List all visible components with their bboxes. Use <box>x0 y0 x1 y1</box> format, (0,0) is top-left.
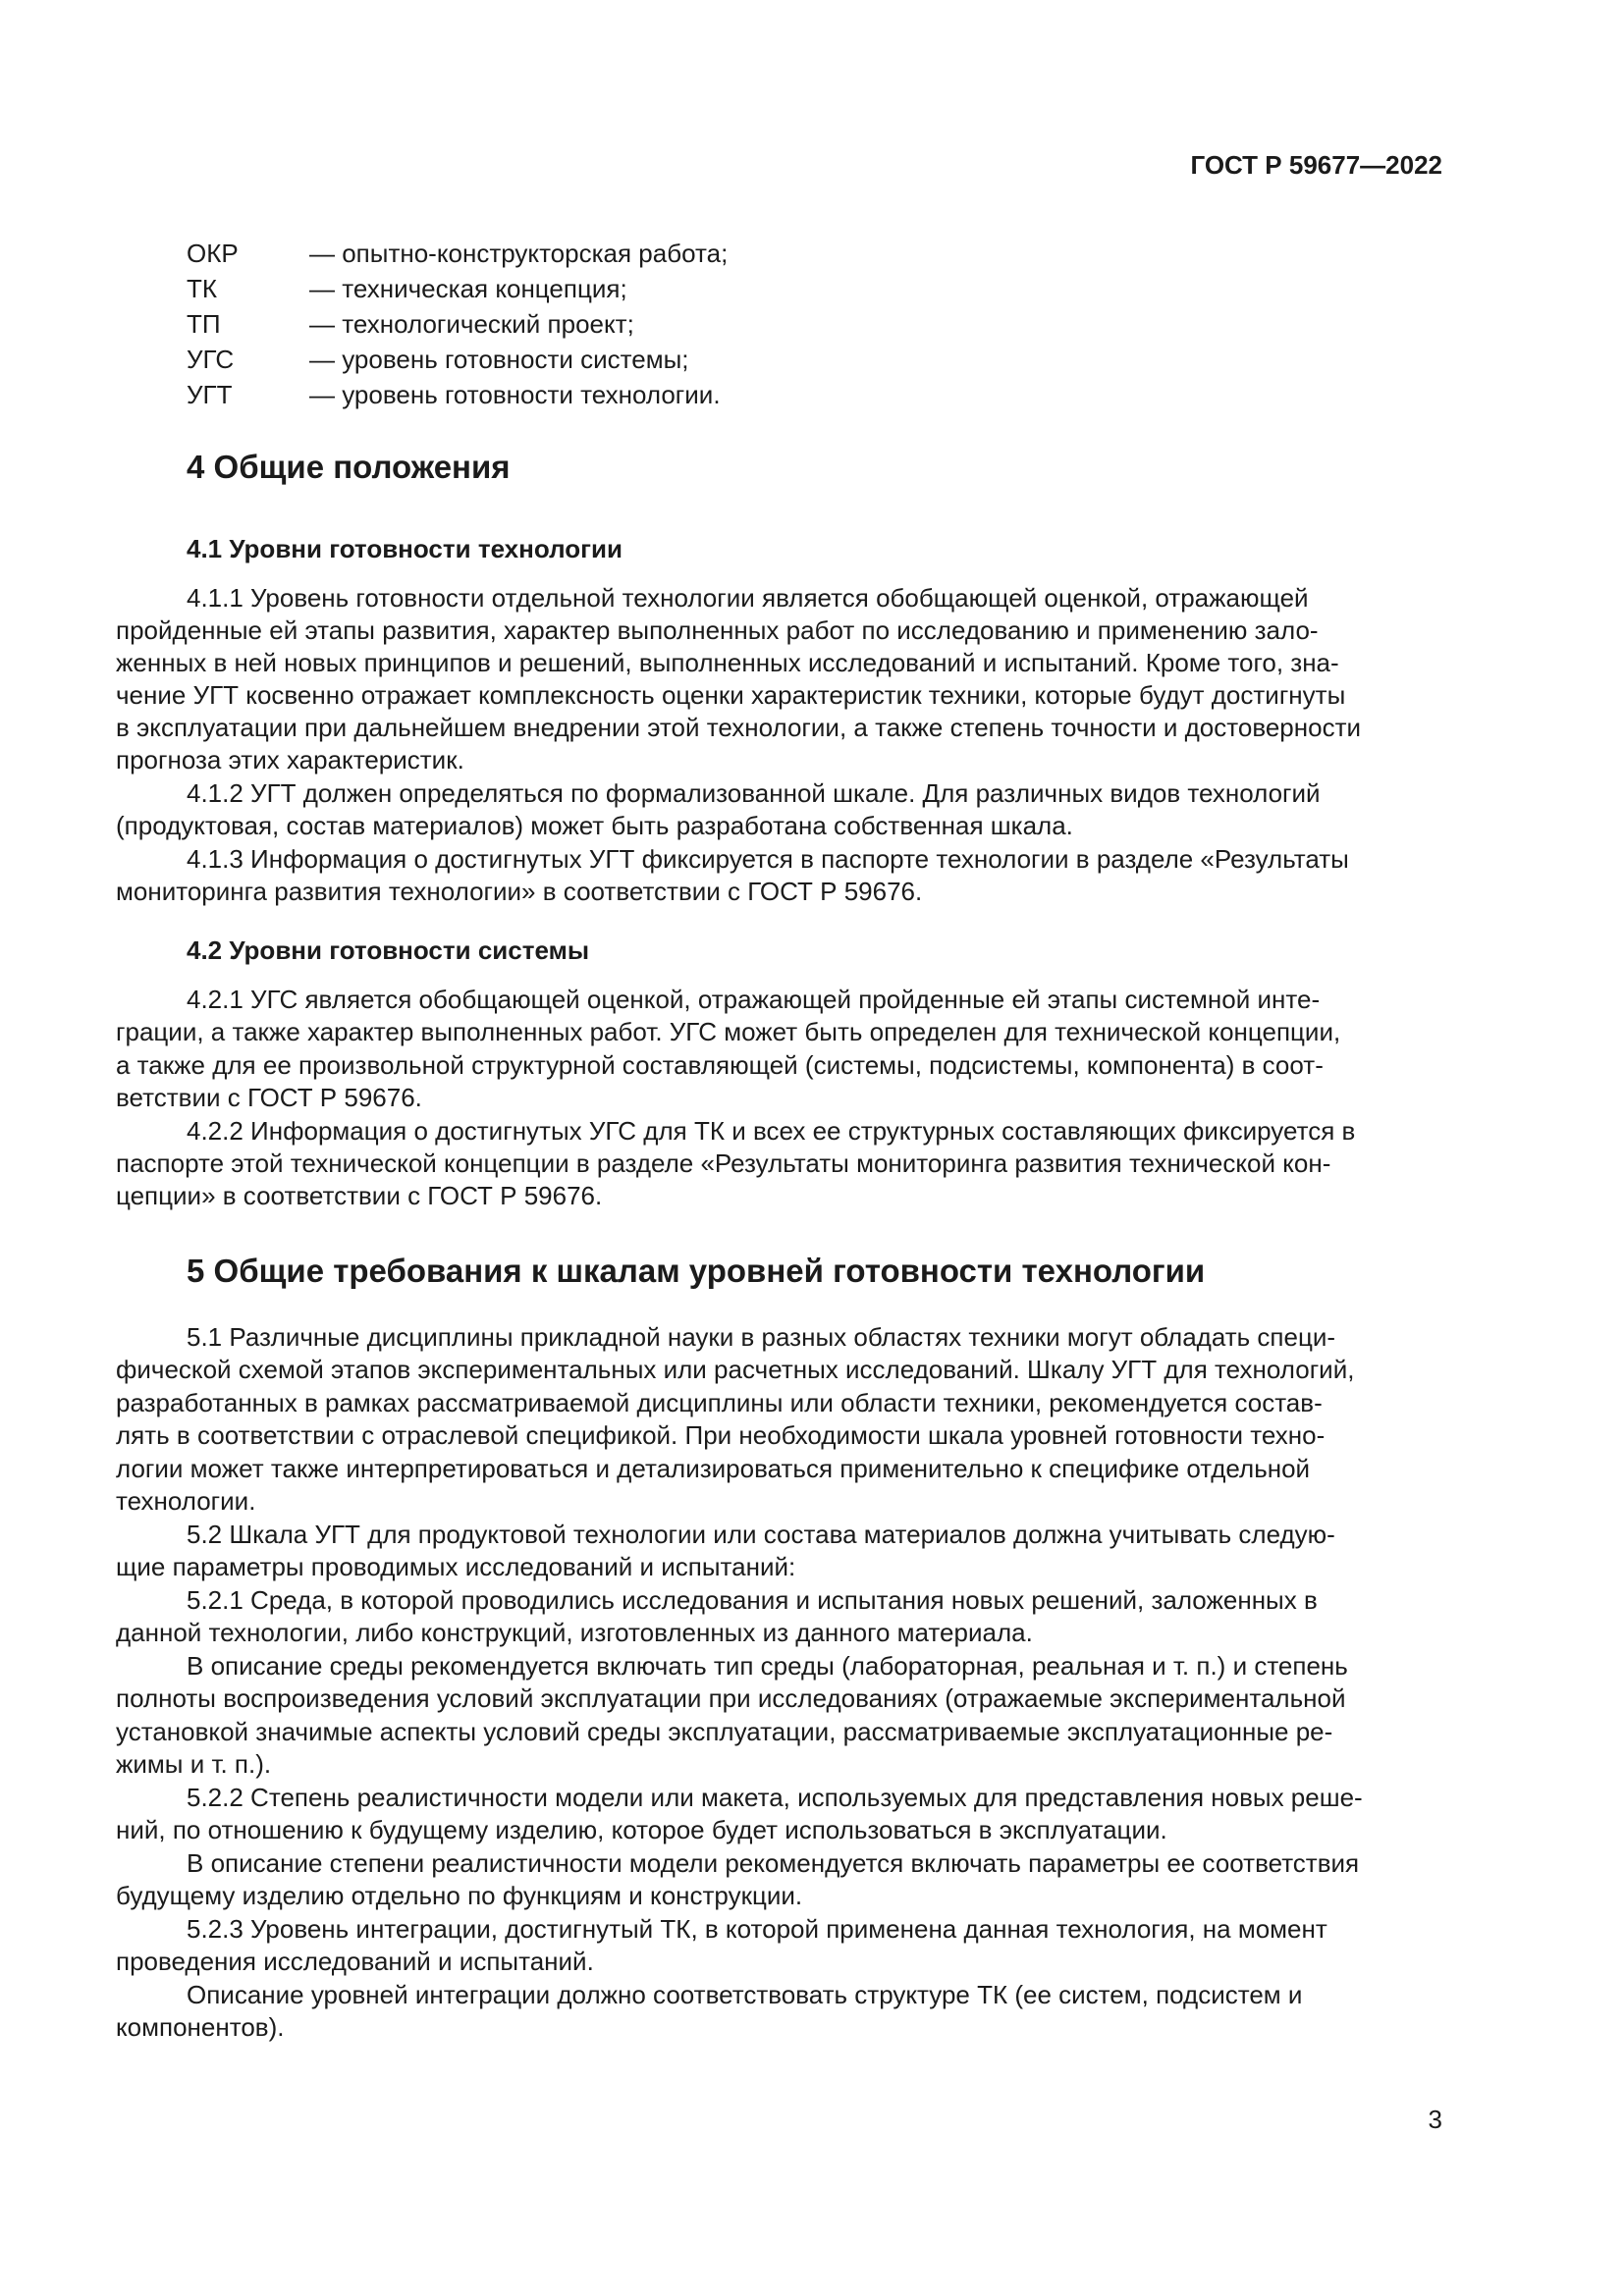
paragraph-line: В описание среды рекомендуется включать тип среды (лабораторная, реальная и т. п.) и степень <box>187 1651 1348 1681</box>
paragraph-line: в эксплуатации при дальнейшем внедрении этой технологии, а также степень точности и достоверности <box>116 713 1362 742</box>
paragraph-line: В описание степени реалистичности модели рекомендуется включать параметры ее соответствия <box>187 1848 1360 1878</box>
paragraph-line: а также для ее произвольной структурной составляющей (системы, подсистемы, компонента) в соот- <box>116 1050 1324 1080</box>
paragraph-line: технологии. <box>116 1486 256 1516</box>
paragraph-line: щие параметры проводимых исследований и испытаний: <box>116 1552 796 1581</box>
document-code: ГОСТ Р 59677—2022 <box>1190 150 1442 180</box>
paragraph-line: (продуктовая, состав материалов) может быть разработана собственная шкала. <box>116 811 1073 840</box>
paragraph-line: логии может также интерпретироваться и детализироваться применительно к специфике отдельной <box>116 1454 1311 1483</box>
paragraph-line: 5.2 Шкала УГТ для продуктовой технологии или состава материалов должна учитывать следую- <box>187 1520 1335 1549</box>
abbreviation-row <box>187 307 874 341</box>
abbreviation-definition: — опытно-конструкторская работа; <box>309 239 729 268</box>
abbreviation-term: УГТ <box>187 380 233 409</box>
paragraph-line: жимы и т. п.). <box>116 1749 272 1779</box>
paragraph-line: 5.2.1 Среда, в которой проводились исследования и испытания новых решений, заложенных в <box>187 1585 1318 1615</box>
abbreviation-definition: — уровень готовности технологии. <box>309 380 721 409</box>
paragraph-line: прогноза этих характеристик. <box>116 745 464 774</box>
abbreviation-row <box>187 343 874 376</box>
paragraph-line: 4.2.1 УГС является обобщающей оценкой, отражающей пройденные ей этапы системной инте- <box>187 985 1321 1014</box>
paragraph-line: 4.1.2 УГТ должен определяться по формализованной шкале. Для различных видов технологий <box>187 778 1321 808</box>
abbreviation-definition: — технологический проект; <box>309 309 634 339</box>
abbreviation-row <box>187 378 874 411</box>
section-heading: 5 Общие требования к шкалам уровней готовности технологии <box>187 1253 1206 1289</box>
subsection-heading: 4.2 Уровни готовности системы <box>187 935 590 965</box>
paragraph-line: проведения исследований и испытаний. <box>116 1947 594 1976</box>
paragraph-line: пройденные ей этапы развития, характер выполненных работ по исследованию и применению зало- <box>116 615 1319 645</box>
paragraph-line: женных в ней новых принципов и решений, выполненных исследований и испытаний. Кроме того, зна- <box>116 648 1339 677</box>
paragraph-line: паспорте этой технической концепции в разделе «Результаты мониторинга развития технической кон- <box>116 1148 1331 1178</box>
paragraph-line: мониторинга развития технологии» в соответствии с ГОСТ Р 59676. <box>116 877 923 906</box>
paragraph-line: лять в соответствии с отраслевой спецификой. При необходимости шкала уровней готовности техно- <box>116 1420 1326 1450</box>
abbreviation-row <box>187 237 874 270</box>
paragraph-line: 5.1 Различные дисциплины прикладной науки в разных областях техники могут обладать специ- <box>187 1322 1336 1352</box>
paragraph-line: ний, по отношению к будущему изделию, которое будет использоваться в эксплуатации. <box>116 1815 1167 1844</box>
paragraph-line: чение УГТ косвенно отражает комплексность оценки характеристик техники, которые будут достигнуты <box>116 680 1346 710</box>
paragraph-line: 5.2.2 Степень реалистичности модели или макета, используемых для представления новых реше- <box>187 1783 1363 1812</box>
abbreviation-term: УГС <box>187 345 235 374</box>
abbreviation-term: ОКР <box>187 239 239 268</box>
paragraph-line: 4.2.2 Информация о достигнутых УГС для ТК и всех ее структурных составляющих фиксируется в <box>187 1116 1356 1146</box>
abbreviation-row <box>187 272 874 305</box>
paragraph-line: грации, а также характер выполненных работ. УГС может быть определен для технической концепции, <box>116 1017 1341 1046</box>
paragraph-line: разработанных в рамках рассматриваемой дисциплины или области техники, рекомендуется состав- <box>116 1388 1323 1417</box>
page-number: 3 <box>1428 2105 1442 2134</box>
paragraph-line: будущему изделию отдельно по функциям и конструкции. <box>116 1881 803 1910</box>
paragraph-line: цепции» в соответствии с ГОСТ Р 59676. <box>116 1181 603 1210</box>
section-heading: 4 Общие положения <box>187 449 511 485</box>
paragraph-line: установкой значимые аспекты условий среды эксплуатации, рассматриваемые эксплуатационные ре- <box>116 1717 1333 1746</box>
paragraph-line: Описание уровней интеграции должно соответствовать структуре ТК (ее систем, подсистем и <box>187 1980 1303 2009</box>
paragraph-line: 4.1.3 Информация о достигнутых УГТ фиксируется в паспорте технологии в разделе «Результаты <box>187 844 1349 874</box>
paragraph-line: полноты воспроизведения условий эксплуатации при исследованиях (отражаемые экспериментальной <box>116 1683 1346 1713</box>
paragraph-line: данной технологии, либо конструкций, изготовленных из данного материала. <box>116 1618 1033 1647</box>
paragraph-line: фической схемой этапов экспериментальных или расчетных исследований. Шкалу УГТ для технологий, <box>116 1355 1355 1384</box>
abbreviation-term: ТП <box>187 309 221 339</box>
paragraph-line: ветствии с ГОСТ Р 59676. <box>116 1083 422 1112</box>
paragraph-line: компонентов). <box>116 2012 285 2042</box>
subsection-heading: 4.1 Уровни готовности технологии <box>187 534 623 563</box>
abbreviation-definition: — уровень готовности системы; <box>309 345 689 374</box>
paragraph-line: 4.1.1 Уровень готовности отдельной технологии является обобщающей оценкой, отражающей <box>187 583 1309 613</box>
paragraph-line: 5.2.3 Уровень интеграции, достигнутый ТК, в которой применена данная технология, на момент <box>187 1914 1327 1944</box>
abbreviation-term: ТК <box>187 274 218 303</box>
abbreviation-definition: — техническая концепция; <box>309 274 627 303</box>
